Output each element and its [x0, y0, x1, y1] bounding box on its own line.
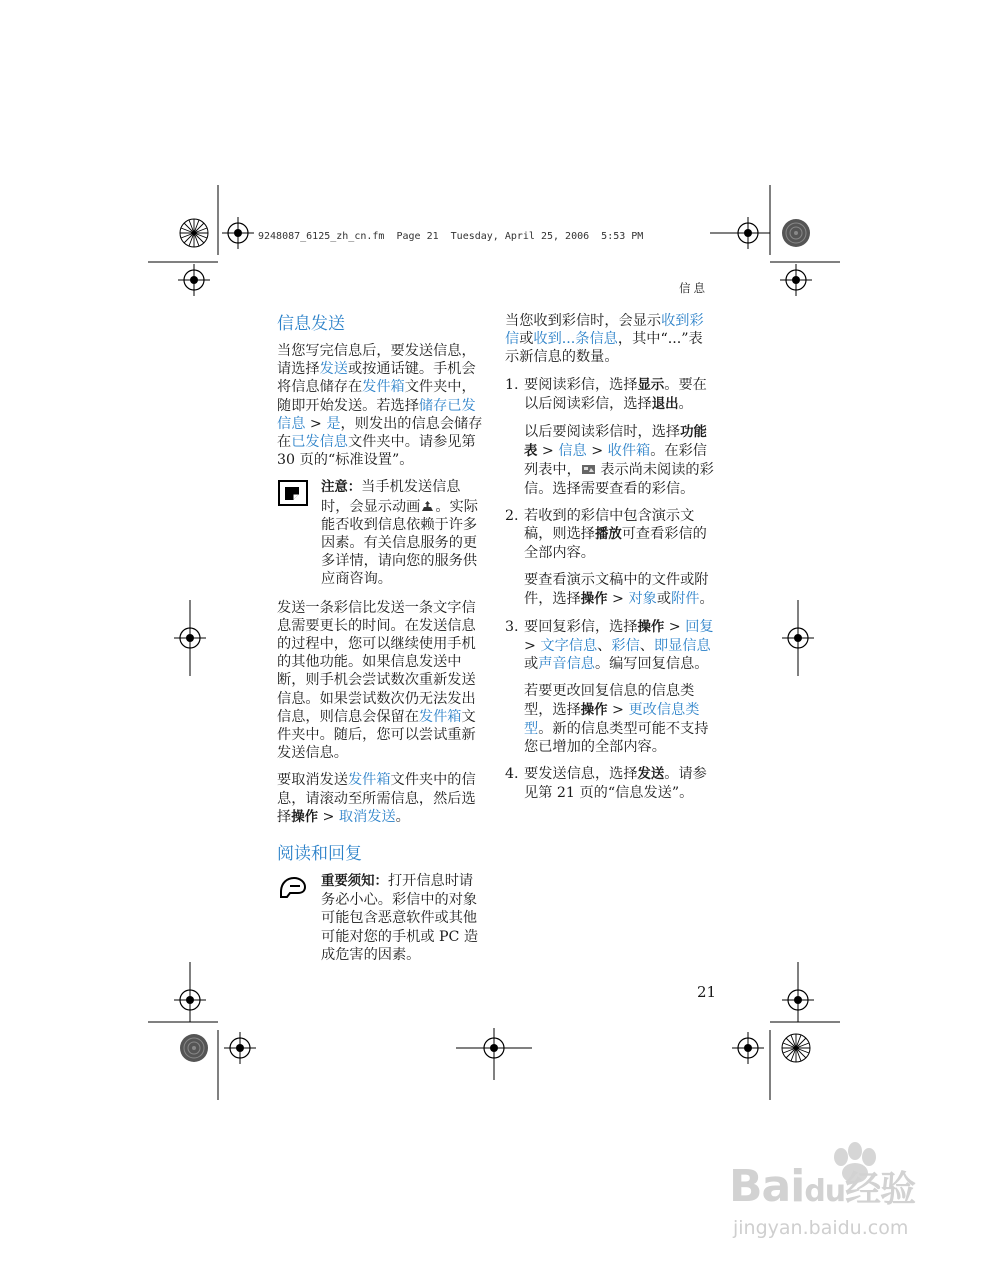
- link-cancel-send[interactable]: 取消发送: [338, 808, 396, 825]
- paragraph: 当您收到彩信时，会显示收到彩信或收到...条信息，其中“...”表示新信息的数量。: [505, 313, 704, 366]
- registration-disc-mark: [180, 1034, 208, 1062]
- registration-cross-mark: [478, 1032, 510, 1064]
- link-send[interactable]: 发送: [319, 361, 348, 378]
- link-n-messages-received[interactable]: 收到...条信息: [533, 331, 618, 348]
- link-mms-received[interactable]: 收到彩信: [505, 313, 704, 348]
- watermark-url: jingyan.baidu.com: [733, 1217, 909, 1239]
- link-attachments[interactable]: 附件: [671, 590, 700, 607]
- registration-star-mark: [782, 1034, 810, 1062]
- heading-message-sending: 信息发送: [277, 314, 345, 334]
- sending-animation-icon: [420, 500, 435, 512]
- registration-cross-mark: [780, 264, 812, 296]
- baidu-jingyan-watermark: [729, 1135, 929, 1245]
- link-objects[interactable]: 对象: [628, 590, 657, 607]
- list-item: 3. 要回复彩信，选择操作 > 回复 > 文字信息、彩信、即显信息或声音信息。编写回复信息。 若要更改回复信息的信息类型，选择操作 > 更改信息类型。新的信息类型可能不支持您已增加的全部内容。: [505, 618, 714, 756]
- list-item: 4. 要发送信息，选择发送。请参见第 21 页的“信息发送”。: [505, 766, 707, 802]
- right-column: [505, 312, 715, 812]
- registration-cross-mark: [782, 984, 814, 1016]
- note-icon: [278, 480, 308, 506]
- list-item: 1. 要阅读彩信，选择显示。要在以后阅读彩信，选择退出。 以后要阅读彩信时，选择功能表 > 信息 > 收件箱。在彩信列表中， 表示尚未阅读的彩信。选择需要查看的彩信。: [505, 376, 714, 497]
- registration-disc-mark: [782, 219, 810, 247]
- note-block: 注意：当手机发送信息时，会显示动画 。实际能否收到信息依赖于许多因素。有关信息服务的更多详情，请向您的服务供应商咨询。: [277, 478, 487, 588]
- registration-cross-mark: [222, 217, 254, 249]
- registration-cross-mark: [174, 622, 206, 654]
- registration-cross-mark: [732, 217, 764, 249]
- watermark-brand: Baidu经验: [729, 1161, 916, 1212]
- link-messages[interactable]: 信息: [558, 443, 587, 460]
- link-mms[interactable]: 彩信: [611, 638, 640, 655]
- registration-star-mark: [180, 219, 208, 247]
- paragraph: 当您写完信息后，要发送信息，请选择发送或按通话键。手机会将信息储存在发件箱文件夹中，随即开始发送。若选择储存已发信息 > 是，则发出的信息会储存在已发信息文件夹中。请参见第 30 页的“标准设置”。: [277, 343, 483, 469]
- link-change-message-type[interactable]: 更改信息类型: [524, 701, 700, 737]
- steps-list: [505, 376, 715, 803]
- link-outbox[interactable]: 发件箱: [347, 772, 391, 789]
- paragraph: 发送一条彩信比发送一条文字信息需要更长的时间。在发送信息的过程中，您可以继续使用手机的其他功能。如果信息发送中断，则手机会尝试数次重新发送信息。如果尝试数次仍无法发出信息，则信息会保留在发件箱文件夹中。随后，您可以尝试重新发送信息。: [277, 599, 476, 762]
- unread-mms-icon: [581, 463, 596, 475]
- link-outbox[interactable]: 发件箱: [418, 708, 462, 725]
- link-reply[interactable]: 回复: [685, 618, 714, 635]
- registration-cross-mark: [782, 622, 814, 654]
- link-audio-message[interactable]: 声音信息: [538, 656, 595, 673]
- paragraph: 要取消发送发件箱文件夹中的信息，请滚动至所需信息，然后选择操作 > 取消发送。: [277, 772, 476, 825]
- registration-cross-mark: [174, 984, 206, 1016]
- registration-cross-mark: [732, 1032, 764, 1064]
- link-inbox[interactable]: 收件箱: [607, 443, 651, 460]
- registration-cross-mark: [224, 1032, 256, 1064]
- print-header: 9248087_6125_zh_cn.fm Page 21 Tuesday, April 25, 2006 5:53 PM: [258, 231, 644, 242]
- link-text-message[interactable]: 文字信息: [540, 638, 598, 655]
- link-yes[interactable]: 是: [326, 415, 341, 432]
- heading-read-reply: 阅读和回复: [277, 844, 362, 865]
- important-note-block: 重要须知：打开信息时请务必小心。彩信中的对象可能包含恶意软件或其他可能对您的手机或 PC 造成危害的因素。: [277, 872, 487, 964]
- link-outbox[interactable]: 发件箱: [362, 379, 405, 396]
- page-number: 21: [697, 983, 717, 1001]
- link-save-sent[interactable]: 储存已发信息: [277, 397, 476, 432]
- list-item: 2. 若收到的彩信中包含演示文稿，则选择播放可查看彩信的全部内容。 要查看演示文稿中的文件或附件，选择操作 > 对象或附件。: [505, 507, 714, 607]
- link-flash-message[interactable]: 即显信息: [653, 638, 711, 655]
- left-column: [277, 313, 487, 974]
- registration-cross-mark: [178, 264, 210, 296]
- important-hand-icon: [278, 874, 308, 900]
- link-sent-items[interactable]: 已发信息: [291, 434, 348, 451]
- running-section-title: 信息: [679, 281, 708, 295]
